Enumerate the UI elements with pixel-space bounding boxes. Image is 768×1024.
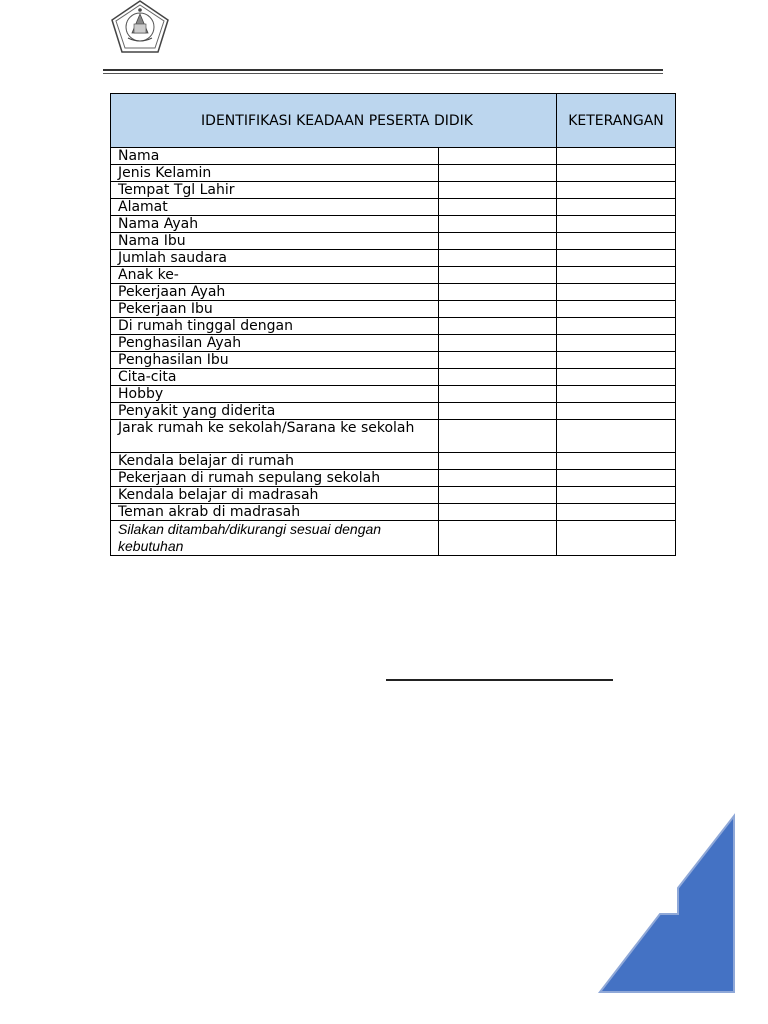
table-row bbox=[111, 165, 676, 182]
value-cell[interactable] bbox=[439, 216, 557, 233]
value-cell[interactable] bbox=[439, 420, 557, 453]
row-label: Kendala belajar di madrasah bbox=[111, 487, 439, 504]
value-cell[interactable] bbox=[439, 233, 557, 250]
table-row bbox=[111, 182, 676, 199]
keterangan-cell[interactable] bbox=[557, 148, 676, 165]
value-cell[interactable] bbox=[439, 403, 557, 420]
table-row bbox=[111, 352, 676, 369]
keterangan-cell[interactable] bbox=[557, 335, 676, 352]
row-label: Pekerjaan Ayah bbox=[111, 284, 439, 301]
value-cell[interactable] bbox=[439, 335, 557, 352]
row-label: Penghasilan Ibu bbox=[111, 352, 439, 369]
table-row bbox=[111, 148, 676, 165]
keterangan-cell[interactable] bbox=[557, 233, 676, 250]
header-rule bbox=[103, 69, 663, 71]
table-row-note bbox=[111, 521, 676, 556]
row-label: Jumlah saudara bbox=[111, 250, 439, 267]
value-cell[interactable] bbox=[439, 318, 557, 335]
keterangan-cell[interactable] bbox=[557, 165, 676, 182]
value-cell[interactable] bbox=[439, 250, 557, 267]
value-cell[interactable] bbox=[439, 284, 557, 301]
keterangan-cell[interactable] bbox=[557, 182, 676, 199]
row-label: Penghasilan Ayah bbox=[111, 335, 439, 352]
row-label: Cita-cita bbox=[111, 369, 439, 386]
value-cell[interactable] bbox=[439, 165, 557, 182]
header-identification: IDENTIFIKASI KEADAAN PESERTA DIDIK bbox=[111, 94, 557, 148]
ministry-emblem-icon bbox=[110, 0, 170, 54]
row-label: Alamat bbox=[111, 199, 439, 216]
row-label: Pekerjaan di rumah sepulang sekolah bbox=[111, 470, 439, 487]
row-label: Anak ke- bbox=[111, 267, 439, 284]
row-label: Jenis Kelamin bbox=[111, 165, 439, 182]
value-cell[interactable] bbox=[439, 199, 557, 216]
table-row bbox=[111, 301, 676, 318]
value-cell[interactable] bbox=[439, 487, 557, 504]
table-row bbox=[111, 284, 676, 301]
table-row bbox=[111, 420, 676, 453]
table-row bbox=[111, 233, 676, 250]
table-row bbox=[111, 369, 676, 386]
keterangan-cell[interactable] bbox=[557, 267, 676, 284]
row-label: Kendala belajar di rumah bbox=[111, 453, 439, 470]
value-cell[interactable] bbox=[439, 369, 557, 386]
row-label: Tempat Tgl Lahir bbox=[111, 182, 439, 199]
header-rule-thin bbox=[103, 73, 663, 74]
value-cell[interactable] bbox=[439, 470, 557, 487]
table-row bbox=[111, 470, 676, 487]
value-cell[interactable] bbox=[439, 386, 557, 403]
row-label: Di rumah tinggal dengan bbox=[111, 318, 439, 335]
signature-line bbox=[386, 679, 613, 681]
keterangan-cell[interactable] bbox=[557, 352, 676, 369]
keterangan-cell[interactable] bbox=[557, 420, 676, 453]
value-cell[interactable] bbox=[439, 182, 557, 199]
row-label: Pekerjaan Ibu bbox=[111, 301, 439, 318]
keterangan-cell[interactable] bbox=[557, 369, 676, 386]
keterangan-cell[interactable] bbox=[557, 199, 676, 216]
keterangan-cell[interactable] bbox=[557, 216, 676, 233]
table-row bbox=[111, 504, 676, 521]
row-label: Teman akrab di madrasah bbox=[111, 504, 439, 521]
table-row bbox=[111, 487, 676, 504]
value-cell[interactable] bbox=[439, 504, 557, 521]
table-row bbox=[111, 453, 676, 470]
table-row bbox=[111, 267, 676, 284]
keterangan-cell[interactable] bbox=[557, 487, 676, 504]
table-row bbox=[111, 216, 676, 233]
keterangan-cell[interactable] bbox=[557, 453, 676, 470]
table-row bbox=[111, 250, 676, 267]
table-header-row bbox=[111, 94, 676, 148]
row-label: Nama Ayah bbox=[111, 216, 439, 233]
keterangan-cell[interactable] bbox=[557, 284, 676, 301]
table-row bbox=[111, 199, 676, 216]
row-label: Penyakit yang diderita bbox=[111, 403, 439, 420]
keterangan-cell[interactable] bbox=[557, 504, 676, 521]
value-cell[interactable] bbox=[439, 148, 557, 165]
table-row bbox=[111, 318, 676, 335]
keterangan-cell[interactable] bbox=[557, 318, 676, 335]
keterangan-cell[interactable] bbox=[557, 386, 676, 403]
keterangan-cell[interactable] bbox=[557, 250, 676, 267]
value-cell[interactable] bbox=[439, 301, 557, 318]
row-label: Nama Ibu bbox=[111, 233, 439, 250]
corner-decoration-shape bbox=[594, 812, 738, 996]
table-row bbox=[111, 386, 676, 403]
value-cell[interactable] bbox=[439, 267, 557, 284]
table-row bbox=[111, 403, 676, 420]
keterangan-cell[interactable] bbox=[557, 403, 676, 420]
keterangan-cell[interactable] bbox=[557, 301, 676, 318]
keterangan-cell[interactable] bbox=[557, 470, 676, 487]
table-row bbox=[111, 335, 676, 352]
value-cell[interactable] bbox=[439, 352, 557, 369]
row-label: Nama bbox=[111, 148, 439, 165]
row-label: Jarak rumah ke sekolah/Sarana ke sekolah bbox=[111, 420, 439, 453]
value-cell[interactable] bbox=[439, 453, 557, 470]
keterangan-cell[interactable] bbox=[557, 521, 676, 556]
student-identification-table bbox=[110, 93, 676, 556]
note-label: Silakan ditambah/dikurangi sesuai dengan kebutuhan bbox=[111, 521, 439, 556]
row-label: Hobby bbox=[111, 386, 439, 403]
value-cell[interactable] bbox=[439, 521, 557, 556]
header-keterangan: KETERANGAN bbox=[557, 94, 676, 148]
